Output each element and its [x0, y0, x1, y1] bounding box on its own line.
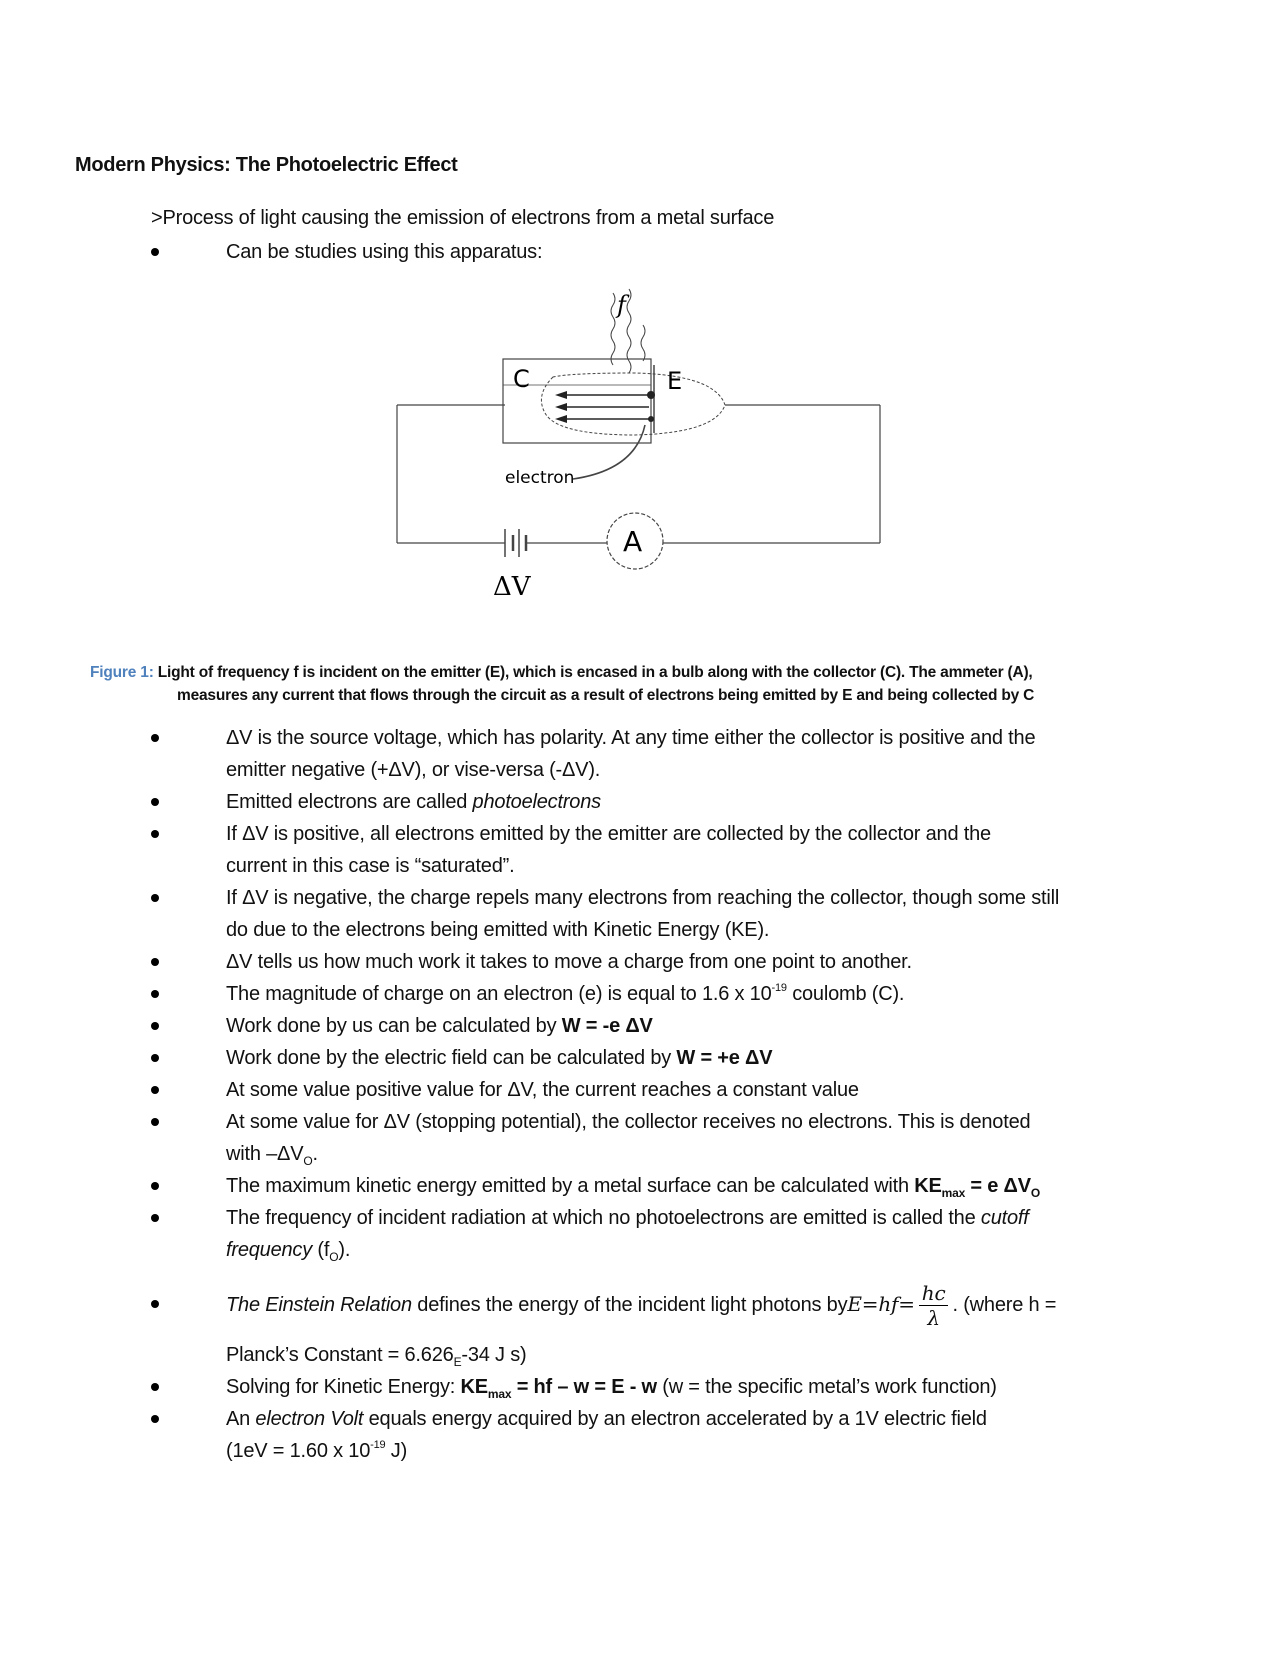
bullet-dot — [151, 1118, 159, 1126]
bullet-dot — [151, 1383, 159, 1391]
diagram-label-voltage: ΔV — [493, 572, 531, 602]
caption-line-2: measures any current that flows through the circuit as a result of electrons being emitted by E and being collected by C — [177, 687, 1035, 704]
bullet-max-kinetic-energy: The maximum kinetic energy emitted by a metal surface can be calculated with $KE_{max} = e$ $\Delta V_O$ — [226, 1175, 1041, 1200]
formula-e-hf: E=hf= — [847, 1292, 915, 1316]
caption-line-1: Light of frequency f is incident on the emitter (E), which is encased in a bulb along with the collector (C). The ammeter (A), — [153, 664, 1033, 681]
bullet-dot — [151, 1022, 159, 1030]
bullet-dot — [151, 958, 159, 966]
bullet-voltage-definition: ΔV is the source voltage, which has polarity. At any time either the collector is positive and the emitter negative (+ΔV), or vise-versa (-ΔV). — [226, 727, 1036, 781]
bullet-dot — [151, 1300, 159, 1308]
bullet-negative-voltage: If ΔV is negative, the charge repels many electrons from reaching the collector, though some still do due to the electrons being emitted with Kinetic Energy (KE). — [226, 887, 1060, 941]
bullet-dot — [151, 894, 159, 902]
bullet-dot — [151, 248, 159, 256]
bullet-dot — [151, 1086, 159, 1094]
bullet-positive-voltage: If ΔV is positive, all electrons emitted by the emitter are collected by the collector and the current in this case is “saturated”. — [226, 823, 991, 877]
bullet-dot — [151, 1054, 159, 1062]
diagram-label-f: f — [617, 291, 626, 319]
intro-line: >Process of light causing the emission of electrons from a metal surface — [151, 207, 775, 229]
bullet-constant-current: At some value positive value for ΔV, the current reaches a constant value — [226, 1079, 859, 1101]
bullet-cutoff-frequency: The frequency of incident radiation at which no photoelectrons are emitted is called the cutoff frequency $(f_O)$. — [226, 1207, 1029, 1264]
bullet-work-definition: ΔV tells us how much work it takes to move a charge from one point to another. — [226, 951, 912, 973]
bullet-work-by-field: Work done by the electric field can be calculated by W = +e ΔV — [226, 1047, 773, 1069]
diagram-label-electron: electron — [505, 468, 575, 488]
bullet-dot — [151, 1182, 159, 1190]
bullet-solving-kinetic-energy: Solving for Kinetic Energy: $KE_{max}$ = hf – w = E - w (w = the specific metal’s work function) — [226, 1376, 997, 1401]
photoelectric-apparatus-diagram — [395, 285, 885, 605]
page-title: Modern Physics: The Photoelectric Effect — [75, 154, 458, 176]
bullet-electron-volt: An electron Volt equals energy acquired by an electron accelerated by a 1V electric field (1eV = 1.60 x $10^{-19}$ J) — [226, 1408, 987, 1462]
diagram-label-ammeter: A — [623, 525, 643, 558]
bullet-dot — [151, 830, 159, 838]
bullet-dot — [151, 1415, 159, 1423]
bullet-stopping-potential: At some value for ΔV (stopping potential), the collector receives no electrons. This is denoted with $-\Delta V_O$. — [226, 1111, 1031, 1168]
diagram-label-collector: C — [513, 365, 530, 393]
formula-hc-over-lambda: $\frac{hc}{\lambda}$ — [919, 1281, 949, 1330]
bullet-photoelectrons: Emitted electrons are called photoelectrons — [226, 791, 601, 813]
bullet-work-by-us: Work done by us can be calculated by W = -e ΔV — [226, 1015, 653, 1037]
figure-caption — [90, 661, 1210, 707]
bullet-dot — [151, 798, 159, 806]
bullet-einstein-relation-continued: Planck’s Constant = $6.626_E-34$ J s) — [226, 1344, 527, 1369]
bullet-dot — [151, 990, 159, 998]
diagram-label-emitter: E — [667, 367, 683, 395]
caption-label: Figure 1: — [90, 664, 154, 681]
bullet-apparatus: Can be studies using this apparatus: — [226, 241, 543, 263]
bullet-electron-charge: The magnitude of charge on an electron (e) is equal to 1.6 x $10^{-19}$ coulomb (C). — [226, 982, 905, 1005]
bullet-einstein-relation: The Einstein Relation defines the energy of the incident light photons byE=hf= $\frac{hc}{\lambda}$ . (where h = — [226, 1281, 1057, 1331]
bullet-dot — [151, 734, 159, 742]
bullet-dot — [151, 1214, 159, 1222]
